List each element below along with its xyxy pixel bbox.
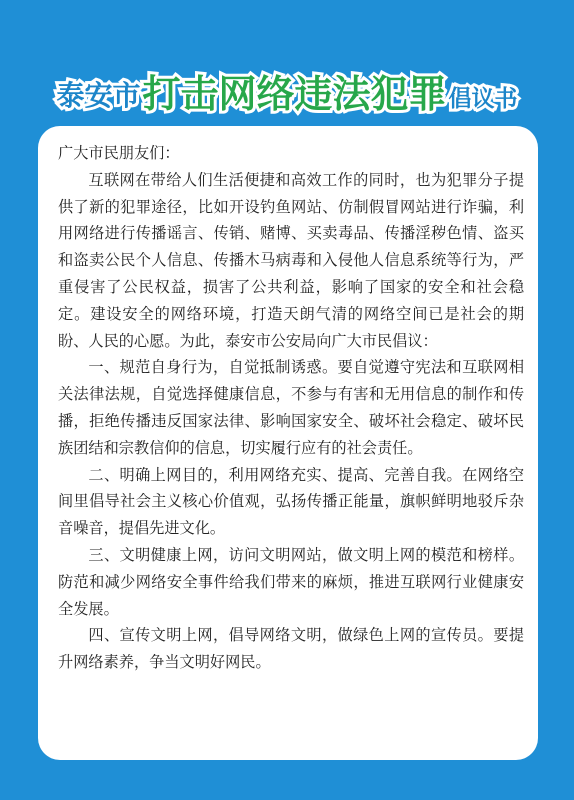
proposal-4: 四、宣传文明上网，倡导网络文明，做绿色上网的宣传员。要提升网络素养，争当文明好网民。 — [58, 626, 524, 672]
title-suffix: 倡议书 — [448, 86, 518, 112]
letter-body — [58, 140, 524, 676]
salutation: 广大市民朋友们： — [58, 144, 180, 162]
intro-paragraph: 互联网在带给人们生活便捷和高效工作的同时，也为犯罪分子提供了新的犯罪途径，比如开设钓鱼网站、仿制假冒网站进行诈骗，利用网络进行传播谣言、传销、赌博、买卖毒品、传播淫秽色情、盗买和盗卖公民个人信息、传播木马病毒和入侵他人信息系统等行为，严重侵害了公民权益，损害了公共利益，影响了国家的安全和社会稳定。建设安全的网络环境，打造天朗气清的网络空间已是社会的期盼、人民的心愿。为此，泰安市公安局向广大市民倡议： — [58, 170, 524, 350]
title-prefix: 泰安市 — [56, 79, 141, 112]
poster-title — [0, 58, 574, 122]
content-card — [38, 126, 538, 760]
proposal-1: 一、规范自身行为，自觉抵制诱惑。要自觉遵守宪法和互联网相关法律法规，自觉选择健康信息，不参与有害和无用信息的制作和传播，拒绝传播违反国家法律、影响国家安全、破坏社会稳定、破坏民族团结和宗教信仰的信息，切实履行应有的社会责任。 — [58, 358, 524, 457]
title-main: 打击网络违法犯罪 — [142, 72, 447, 116]
proposal-3: 三、文明健康上网，访问文明网站，做文明上网的模范和榜样。防范和减少网络安全事件给我们带来的麻烦，推进互联网行业健康安全发展。 — [58, 545, 524, 618]
proposal-2: 二、明确上网目的，利用网络充实、提高、完善自我。在网络空间里倡导社会主义核心价值观，弘扬传播正能量，旗帜鲜明地驳斥杂音噪音，提倡先进文化。 — [58, 465, 524, 538]
